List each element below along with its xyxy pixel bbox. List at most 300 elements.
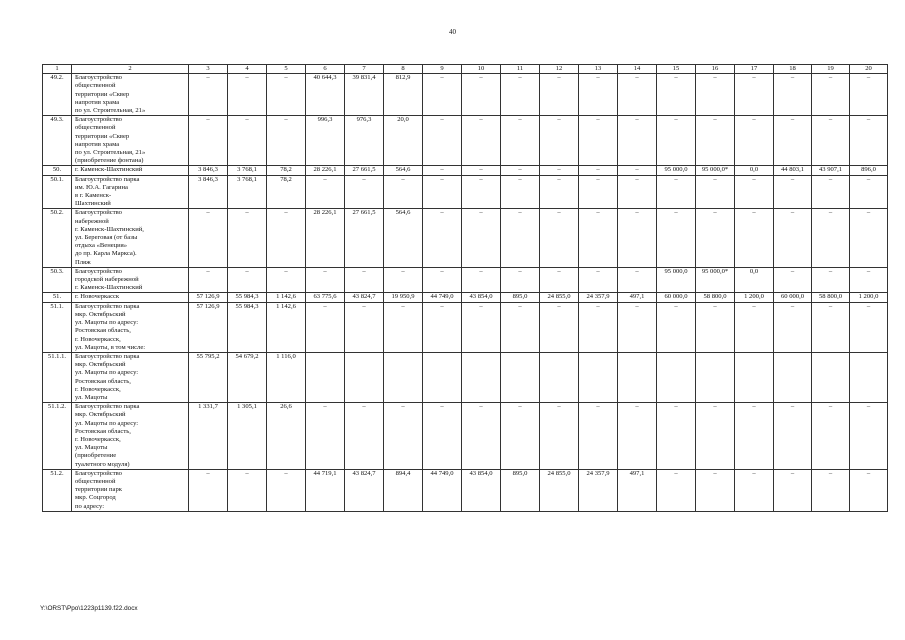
row-name-cell [72, 293, 189, 302]
value-cell: – [579, 74, 618, 116]
value-cell: – [345, 302, 384, 352]
value-cell: 1 116,0 [267, 352, 306, 402]
value-cell: – [345, 267, 384, 293]
value-cell: – [462, 267, 501, 293]
column-number-cell: 15 [657, 65, 696, 74]
value-cell: – [579, 302, 618, 352]
value-cell: – [657, 469, 696, 511]
column-number-cell: 11 [501, 65, 540, 74]
value-cell: – [462, 403, 501, 470]
value-cell: – [657, 74, 696, 116]
value-cell: – [306, 267, 345, 293]
row-name-line: Благоустройство [75, 267, 122, 275]
value-cell: 19 950,9 [384, 293, 423, 302]
row-name-line: г. Каменск-Шахтинский [75, 284, 143, 292]
row-code-cell: 51.1.2. [43, 403, 72, 470]
value-cell: – [228, 469, 267, 511]
value-cell: – [618, 116, 657, 166]
value-cell: – [501, 302, 540, 352]
row-name-line: до пр. Карла Маркса). [75, 250, 137, 258]
value-cell: 95 000,0* [696, 267, 735, 293]
value-cell: – [189, 469, 228, 511]
value-cell: – [618, 166, 657, 175]
value-cell: 78,2 [267, 166, 306, 175]
value-cell: – [850, 116, 888, 166]
row-name-line: Благоустройство парка [75, 302, 140, 310]
value-cell: – [812, 403, 850, 470]
row-name-line: Благоустройство [75, 469, 122, 477]
row-name-line: территории «Сквер [75, 90, 130, 98]
column-number-cell: 16 [696, 65, 735, 74]
value-cell: 1 200,0 [735, 293, 774, 302]
value-cell: 564,6 [384, 209, 423, 267]
value-cell: – [657, 175, 696, 209]
value-cell: 3 846,3 [189, 166, 228, 175]
value-cell: – [850, 403, 888, 470]
value-cell: 1 305,1 [228, 403, 267, 470]
value-cell [812, 352, 850, 402]
value-cell: – [812, 302, 850, 352]
row-name-line: Благоустройство [75, 209, 122, 217]
value-cell: – [462, 74, 501, 116]
value-cell: – [540, 175, 579, 209]
value-cell [423, 352, 462, 402]
value-cell: – [696, 469, 735, 511]
row-name-line: г. Новочеркасск [75, 293, 120, 301]
column-number-row [43, 65, 888, 74]
value-cell: – [228, 267, 267, 293]
row-name-cell [72, 209, 189, 267]
value-cell: – [462, 302, 501, 352]
value-cell: – [774, 175, 812, 209]
value-cell: – [618, 175, 657, 209]
row-name-line: Благоустройство парка [75, 352, 140, 360]
value-cell: 497,1 [618, 293, 657, 302]
value-cell: 58 800,0 [696, 293, 735, 302]
value-cell: 24 855,0 [540, 469, 579, 511]
table-row [43, 74, 888, 116]
value-cell: 895,0 [501, 469, 540, 511]
value-cell: – [228, 74, 267, 116]
value-cell: 26,6 [267, 403, 306, 470]
value-cell: – [462, 175, 501, 209]
table-row [43, 302, 888, 352]
column-number-cell: 17 [735, 65, 774, 74]
row-name-line: г. Каменск-Шахтинский [75, 166, 143, 174]
row-name-line: напротив храма [75, 140, 120, 148]
row-name-line: Шахтинский [75, 200, 111, 208]
row-name-line: (приобретение [75, 452, 117, 460]
value-cell: 564,6 [384, 166, 423, 175]
row-name-cell [72, 74, 189, 116]
value-cell: – [579, 403, 618, 470]
value-cell: – [423, 302, 462, 352]
value-cell: – [618, 403, 657, 470]
row-code-cell: 50. [43, 166, 72, 175]
value-cell: – [812, 116, 850, 166]
table-row [43, 209, 888, 267]
value-cell: – [540, 302, 579, 352]
value-cell: – [579, 166, 618, 175]
row-name-line: набережной [75, 217, 109, 225]
row-name-line: г. Новочеркасск, [75, 335, 121, 343]
row-code-cell: 51.1. [43, 302, 72, 352]
value-cell: – [812, 469, 850, 511]
value-cell: – [774, 267, 812, 293]
column-number-cell: 3 [189, 65, 228, 74]
value-cell: – [189, 116, 228, 166]
value-cell: – [812, 209, 850, 267]
row-name-cell [72, 302, 189, 352]
value-cell: – [696, 116, 735, 166]
row-name-line: Благоустройство [75, 116, 122, 124]
column-number-cell: 9 [423, 65, 462, 74]
column-number-cell: 13 [579, 65, 618, 74]
value-cell: 95 000,0* [696, 166, 735, 175]
row-name-line: общественной [75, 477, 116, 485]
value-cell: – [306, 302, 345, 352]
value-cell: – [267, 116, 306, 166]
row-name-line: по ул. Строительная, 21» [75, 149, 146, 157]
value-cell: – [735, 175, 774, 209]
value-cell: – [501, 116, 540, 166]
row-name-cell [72, 469, 189, 511]
value-cell [540, 352, 579, 402]
table-row [43, 403, 888, 470]
value-cell: 896,0 [850, 166, 888, 175]
value-cell: – [657, 302, 696, 352]
value-cell: 43 854,0 [462, 469, 501, 511]
value-cell: 60 000,0 [657, 293, 696, 302]
value-cell: 812,9 [384, 74, 423, 116]
value-cell: 40 644,3 [306, 74, 345, 116]
column-number-cell: 2 [72, 65, 189, 74]
value-cell: – [189, 209, 228, 267]
table-row [43, 293, 888, 302]
value-cell: – [657, 403, 696, 470]
column-number-cell: 8 [384, 65, 423, 74]
value-cell [618, 352, 657, 402]
column-number-cell: 10 [462, 65, 501, 74]
value-cell [696, 352, 735, 402]
value-cell: 895,0 [501, 293, 540, 302]
value-cell: 27 661,5 [345, 166, 384, 175]
value-cell: – [850, 302, 888, 352]
value-cell: – [423, 166, 462, 175]
row-name-line: г. Каменск-Шахтинский, [75, 225, 144, 233]
table-row [43, 469, 888, 511]
value-cell: – [774, 469, 812, 511]
value-cell: 58 800,0 [812, 293, 850, 302]
row-name-line: мкр. Октябрьский [75, 411, 126, 419]
value-cell: – [540, 166, 579, 175]
column-number-cell: 19 [812, 65, 850, 74]
value-cell: – [189, 74, 228, 116]
value-cell: 976,3 [345, 116, 384, 166]
row-code-cell: 50.3. [43, 267, 72, 293]
value-cell [735, 352, 774, 402]
value-cell: – [228, 116, 267, 166]
value-cell: – [462, 166, 501, 175]
row-name-line: Ростовская область, [75, 377, 131, 385]
column-number-cell: 14 [618, 65, 657, 74]
value-cell: 95 000,0 [657, 267, 696, 293]
row-name-line: г. Новочеркасск, [75, 435, 121, 443]
column-number-cell: 6 [306, 65, 345, 74]
value-cell: – [696, 403, 735, 470]
value-cell: – [501, 403, 540, 470]
table-row [43, 175, 888, 209]
value-cell: – [735, 74, 774, 116]
value-cell: 28 226,1 [306, 166, 345, 175]
value-cell: 95 000,0 [657, 166, 696, 175]
row-name-line: ул. Мацоты [75, 393, 108, 401]
value-cell: – [540, 403, 579, 470]
table-row [43, 352, 888, 402]
value-cell: – [306, 403, 345, 470]
value-cell: – [774, 302, 812, 352]
row-name-cell [72, 116, 189, 166]
row-name-cell [72, 166, 189, 175]
row-name-line: Пляж [75, 258, 91, 266]
value-cell: – [189, 267, 228, 293]
value-cell: 55 795,2 [189, 352, 228, 402]
value-cell: – [812, 175, 850, 209]
value-cell: 20,0 [384, 116, 423, 166]
row-name-line: ул. Мацоты, в том числе: [75, 343, 146, 351]
value-cell: 55 984,3 [228, 293, 267, 302]
value-cell [657, 352, 696, 402]
value-cell: 24 357,9 [579, 293, 618, 302]
value-cell [345, 352, 384, 402]
value-cell: 54 679,2 [228, 352, 267, 402]
value-cell: – [345, 403, 384, 470]
value-cell: – [384, 302, 423, 352]
value-cell: – [540, 209, 579, 267]
value-cell: – [540, 74, 579, 116]
value-cell: – [850, 175, 888, 209]
value-cell: – [267, 469, 306, 511]
row-code-cell: 51.2. [43, 469, 72, 511]
row-name-line: в г. Каменск- [75, 192, 112, 200]
value-cell: – [501, 267, 540, 293]
value-cell: – [306, 175, 345, 209]
row-name-line: ул. Мацоты [75, 444, 108, 452]
row-name-line: общественной [75, 82, 116, 90]
value-cell: – [501, 74, 540, 116]
row-name-line: Благоустройство парка [75, 175, 140, 183]
value-cell: 497,1 [618, 469, 657, 511]
footer-file-path: Y:\ORST\Ppo\1223p1139.f22.docx [40, 605, 138, 612]
row-name-line: мкр. Соцгород [75, 494, 116, 502]
value-cell: – [812, 74, 850, 116]
row-name-line: территории «Сквер [75, 132, 130, 140]
value-cell: – [267, 209, 306, 267]
value-cell: – [384, 403, 423, 470]
value-cell: 1 200,0 [850, 293, 888, 302]
column-number-cell: 12 [540, 65, 579, 74]
row-code-cell: 49.2. [43, 74, 72, 116]
value-cell: – [618, 209, 657, 267]
row-code-cell: 51. [43, 293, 72, 302]
value-cell: 27 661,5 [345, 209, 384, 267]
row-name-line: ул. Береговая (от базы [75, 234, 138, 242]
value-cell: 0,0 [735, 267, 774, 293]
data-table [42, 64, 888, 512]
value-cell: 43 907,1 [812, 166, 850, 175]
row-name-line: Благоустройство [75, 74, 122, 82]
value-cell: 0,0 [735, 166, 774, 175]
value-cell: 78,2 [267, 175, 306, 209]
value-cell [462, 352, 501, 402]
value-cell [306, 352, 345, 402]
value-cell: 43 824,7 [345, 469, 384, 511]
value-cell: 3 768,1 [228, 166, 267, 175]
table-row [43, 267, 888, 293]
value-cell: 63 775,6 [306, 293, 345, 302]
row-name-line: ул. Мацоты по адресу: [75, 319, 139, 327]
row-code-cell: 49.3. [43, 116, 72, 166]
value-cell: 894,4 [384, 469, 423, 511]
value-cell: – [540, 116, 579, 166]
value-cell: – [850, 469, 888, 511]
value-cell: – [501, 209, 540, 267]
row-name-line: ул. Мацоты по адресу: [75, 419, 139, 427]
row-name-line: Благоустройство парка [75, 403, 140, 411]
value-cell [384, 352, 423, 402]
value-cell: – [735, 403, 774, 470]
value-cell: – [267, 267, 306, 293]
value-cell: – [579, 175, 618, 209]
value-cell: 24 357,9 [579, 469, 618, 511]
value-cell: 60 000,0 [774, 293, 812, 302]
value-cell: – [696, 74, 735, 116]
value-cell: – [735, 116, 774, 166]
data-table-container [42, 64, 879, 600]
value-cell: – [812, 267, 850, 293]
value-cell: – [735, 302, 774, 352]
value-cell: – [579, 209, 618, 267]
row-code-cell: 51.1.1. [43, 352, 72, 402]
row-name-line: туалетного модуля) [75, 460, 130, 468]
page-number: 40 [449, 28, 456, 36]
value-cell: – [423, 403, 462, 470]
value-cell: 57 126,9 [189, 293, 228, 302]
value-cell: 28 226,1 [306, 209, 345, 267]
value-cell: – [774, 209, 812, 267]
row-name-line: (приобретение фонтана) [75, 157, 144, 165]
value-cell: – [345, 175, 384, 209]
value-cell: 44 749,0 [423, 469, 462, 511]
value-cell: – [850, 209, 888, 267]
value-cell: 1 142,6 [267, 302, 306, 352]
value-cell: – [696, 209, 735, 267]
value-cell: – [657, 116, 696, 166]
value-cell: – [423, 267, 462, 293]
column-number-cell: 5 [267, 65, 306, 74]
row-code-cell: 50.1. [43, 175, 72, 209]
value-cell: 996,3 [306, 116, 345, 166]
value-cell: – [384, 175, 423, 209]
value-cell: 43 824,7 [345, 293, 384, 302]
value-cell: – [228, 209, 267, 267]
row-name-line: Ростовская область, [75, 427, 131, 435]
value-cell: – [462, 116, 501, 166]
row-name-line: по ул. Строительная, 21» [75, 107, 146, 115]
value-cell [774, 352, 812, 402]
value-cell: 44 719,1 [306, 469, 345, 511]
value-cell: 57 126,9 [189, 302, 228, 352]
row-name-line: отдыха «Венеция» [75, 242, 128, 250]
value-cell: – [462, 209, 501, 267]
value-cell: 24 855,0 [540, 293, 579, 302]
value-cell: – [774, 116, 812, 166]
value-cell: 3 846,3 [189, 175, 228, 209]
value-cell: – [696, 302, 735, 352]
value-cell: – [618, 302, 657, 352]
row-name-cell [72, 267, 189, 293]
row-name-line: общественной [75, 124, 116, 132]
value-cell: – [267, 74, 306, 116]
row-name-cell [72, 175, 189, 209]
value-cell: – [423, 116, 462, 166]
row-name-line: г. Новочеркасск, [75, 385, 121, 393]
value-cell: – [501, 166, 540, 175]
value-cell: – [735, 469, 774, 511]
value-cell: – [850, 267, 888, 293]
row-code-cell: 50.2. [43, 209, 72, 267]
value-cell [579, 352, 618, 402]
value-cell: 1 142,6 [267, 293, 306, 302]
column-number-cell: 20 [850, 65, 888, 74]
row-name-line: Ростовская область, [75, 327, 131, 335]
table-row [43, 116, 888, 166]
row-name-line: по адресу: [75, 502, 105, 510]
value-cell: – [696, 175, 735, 209]
value-cell: – [423, 209, 462, 267]
value-cell: 3 768,1 [228, 175, 267, 209]
column-number-cell: 7 [345, 65, 384, 74]
row-name-line: им. Ю.А. Гагарина [75, 183, 128, 191]
value-cell: – [579, 267, 618, 293]
value-cell: – [618, 267, 657, 293]
value-cell: – [501, 175, 540, 209]
value-cell: – [850, 74, 888, 116]
table-row [43, 166, 888, 175]
column-number-cell: 4 [228, 65, 267, 74]
value-cell: – [579, 116, 618, 166]
value-cell: 1 331,7 [189, 403, 228, 470]
value-cell: – [540, 267, 579, 293]
value-cell: – [774, 74, 812, 116]
value-cell: 44 803,1 [774, 166, 812, 175]
value-cell: 43 854,0 [462, 293, 501, 302]
value-cell: 39 831,4 [345, 74, 384, 116]
value-cell: – [735, 209, 774, 267]
value-cell: – [384, 267, 423, 293]
value-cell [850, 352, 888, 402]
value-cell: – [774, 403, 812, 470]
row-name-line: ул. Мацоты по адресу: [75, 369, 139, 377]
value-cell: – [618, 74, 657, 116]
row-name-cell [72, 403, 189, 470]
row-name-line: территории парк [75, 486, 122, 494]
row-name-line: напротив храма [75, 98, 120, 106]
value-cell: 44 749,0 [423, 293, 462, 302]
row-name-line: городской набережной [75, 276, 139, 284]
value-cell: 55 984,3 [228, 302, 267, 352]
value-cell [501, 352, 540, 402]
